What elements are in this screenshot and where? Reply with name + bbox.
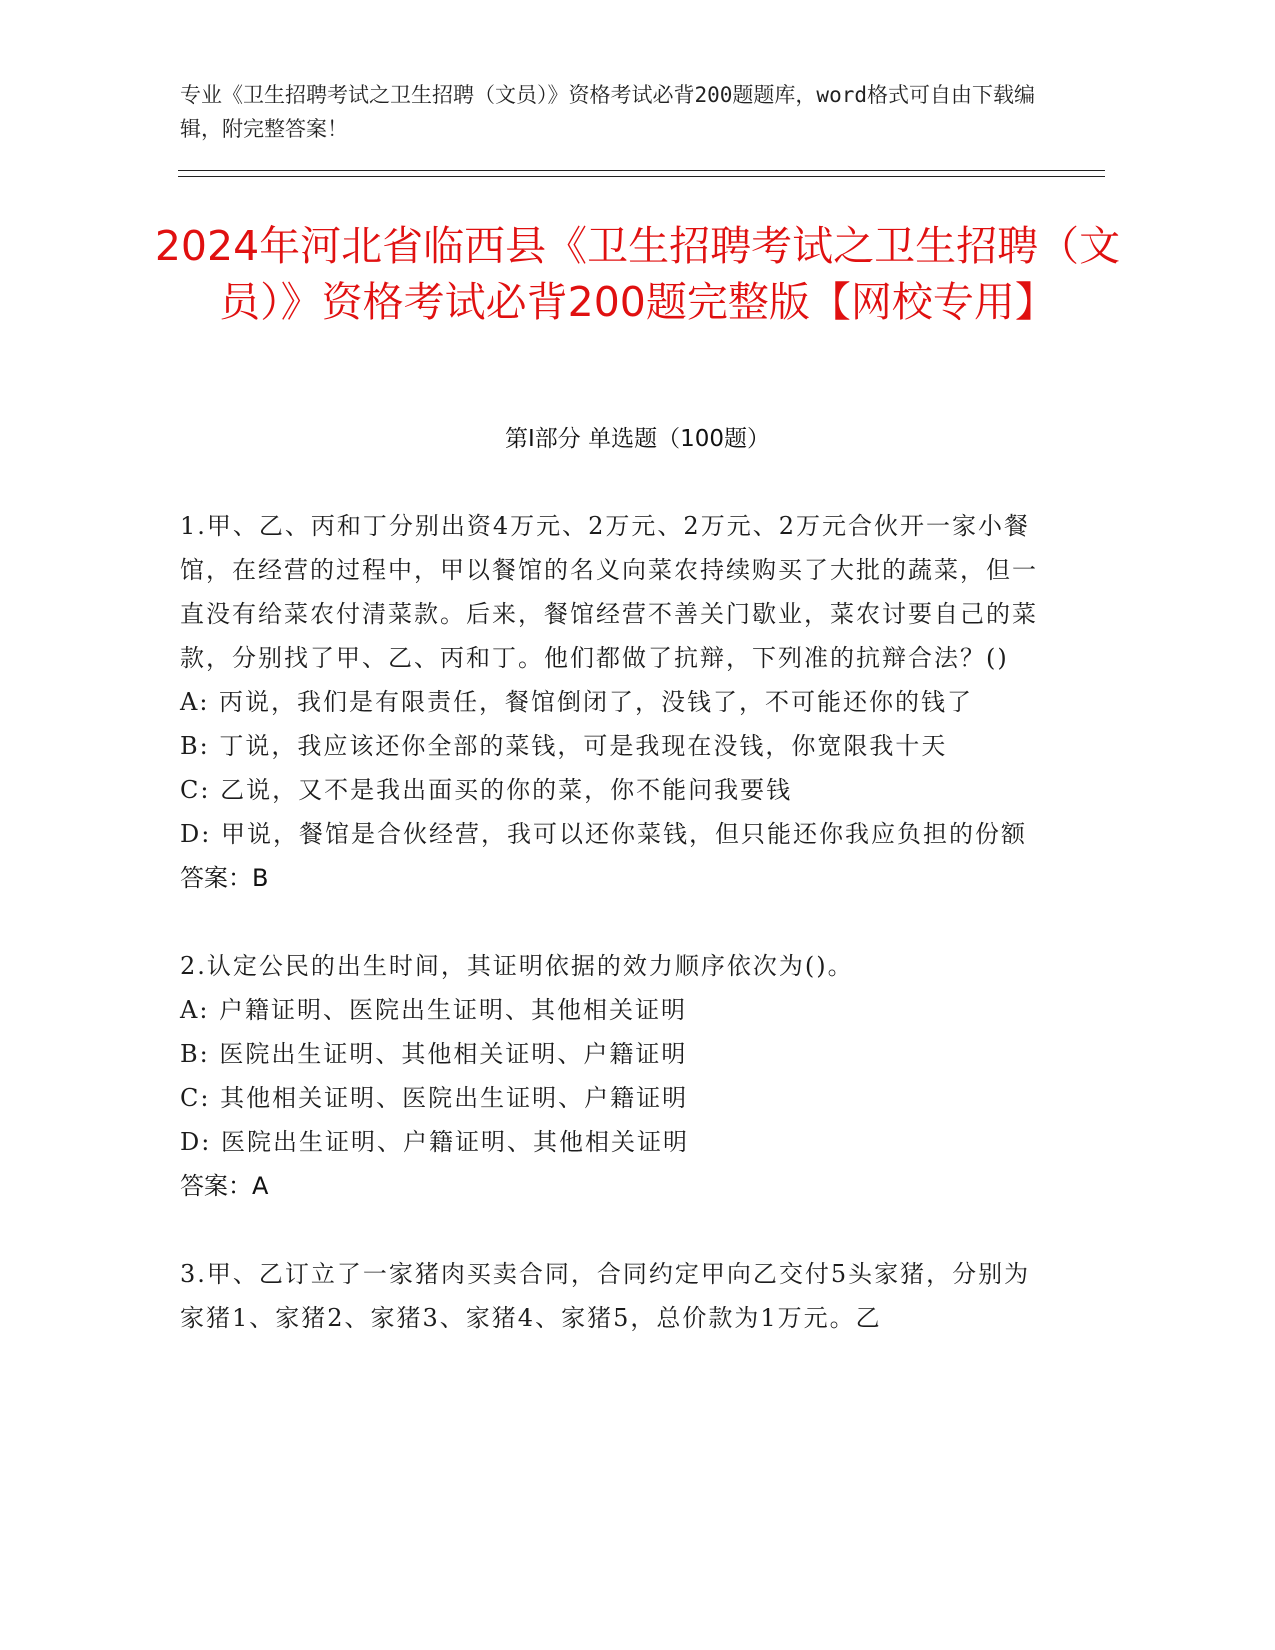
question-stem: 1.甲、乙、丙和丁分别出资4万元、2万元、2万元、2万元合伙开一家小餐馆，在经营的过程中，甲以餐馆的名义向菜农持续购买了大批的蔬菜，但一直没有给菜农付清菜款。后来，餐馆经营不善关门歇业，菜农讨要自己的菜款，分别找了甲、乙、丙和丁。他们都做了抗辩，下列准的抗辩合法？() (180, 512, 1038, 672)
option-b: B: 医院出生证明、其他相关证明、户籍证明 (180, 1040, 688, 1068)
answer-value: A (252, 1172, 269, 1200)
option-d: D: 医院出生证明、户籍证明、其他相关证明 (180, 1128, 689, 1156)
answer-line (180, 856, 1040, 900)
question-stem: 2.认定公民的出生时间，其证明依据的效力顺序依次为()。 (180, 952, 854, 980)
option-d: D: 甲说，餐馆是合伙经营，我可以还你菜钱，但只能还你我应负担的份额 (180, 820, 1027, 848)
answer-value: B (252, 864, 269, 892)
option-a: A: 丙说，我们是有限责任，餐馆倒闭了，没钱了，不可能还你的钱了 (180, 688, 974, 716)
answer-label: 答案： (180, 864, 252, 892)
answer-label: 答案： (180, 1172, 252, 1200)
question-2 (180, 944, 1040, 1208)
answer-line (180, 1164, 1040, 1208)
header-divider-bottom (178, 176, 1105, 177)
option-b: B: 丁说，我应该还你全部的菜钱，可是我现在没钱，你宽限我十天 (180, 732, 948, 760)
question-list (180, 504, 1040, 1384)
header-note: 专业《卫生招聘考试之卫生招聘（文员）》资格考试必背200题题库，word格式可自由下载编辑，附完整答案！ (180, 83, 1035, 141)
header-divider-top (178, 170, 1105, 171)
document-title: 2024年河北省临西县《卫生招聘考试之卫生招聘（文员）》资格考试必背200题完整版【网校专用】 (154, 222, 1121, 326)
section-title: 第I部分 单选题（100题） (505, 426, 770, 452)
option-c: C: 乙说，又不是我出面买的你的菜，你不能问我要钱 (180, 776, 793, 804)
question-3 (180, 1252, 1040, 1340)
option-a: A: 户籍证明、医院出生证明、其他相关证明 (180, 996, 688, 1024)
question-stem: 3.甲、乙订立了一家猪肉买卖合同，合同约定甲向乙交付5头家猪，分别为家猪1、家猪2、家猪3、家猪4、家猪5，总价款为1万元。乙 (180, 1260, 1031, 1332)
question-1 (180, 504, 1040, 900)
option-c: C: 其他相关证明、医院出生证明、户籍证明 (180, 1084, 689, 1112)
